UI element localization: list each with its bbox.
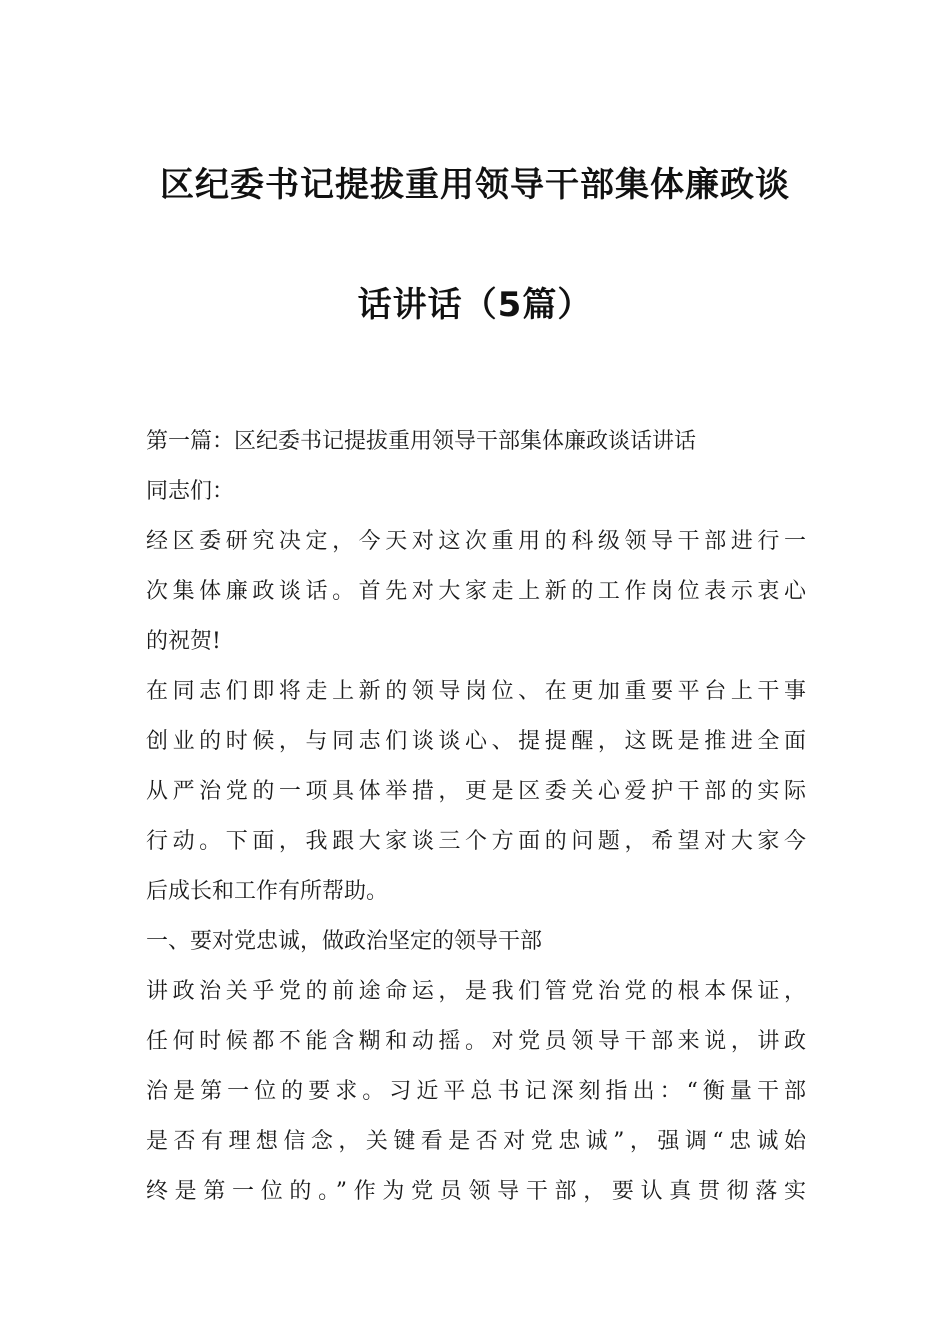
section-heading: 第一篇：区纪委书记提拔重用领导干部集体廉政谈话讲话: [146, 429, 697, 454]
subheading-1: 一、要对党忠诚，做政治坚定的领导干部: [146, 929, 543, 954]
paragraph-line: 行动。下面，我跟大家谈三个方面的问题，希望对大家今: [146, 829, 806, 854]
salutation: 同志们：: [146, 479, 235, 504]
paragraph-line: 的祝贺!: [146, 629, 221, 654]
paragraph-line: 次集体廉政谈话。首先对大家走上新的工作岗位表示衷心: [146, 579, 806, 604]
paragraph-line: 经区委研究决定，今天对这次重用的科级领导干部进行一: [146, 529, 806, 554]
document-body: [146, 417, 806, 1217]
paragraph-line: 创业的时候，与同志们谈谈心、提提醒，这既是推进全面: [146, 729, 806, 754]
paragraph-line: 任何时候都不能含糊和动摇。对党员领导干部来说，讲政: [146, 1029, 806, 1054]
paragraph-line: 终是第一位的。”作为党员领导干部，要认真贯彻落实: [146, 1179, 806, 1204]
paragraph-line: 在同志们即将走上新的领导岗位、在更加重要平台上干事: [146, 679, 806, 704]
document-title-line-1: 区纪委书记提拔重用领导干部集体廉政谈: [160, 165, 790, 205]
paragraph-line: 后成长和工作有所帮助。: [146, 879, 389, 904]
paragraph-line: 是否有理想信念，关键看是否对党忠诚”，强调“忠诚始: [146, 1129, 806, 1154]
paragraph-1: [146, 517, 806, 667]
paragraph-line: 从严治党的一项具体举措，更是区委关心爱护干部的实际: [146, 779, 806, 804]
paragraph-line: 治是第一位的要求。习近平总书记深刻指出：“衡量干部: [146, 1079, 806, 1104]
paragraph-line: 讲政治关乎党的前途命运，是我们管党治党的根本保证，: [146, 979, 806, 1004]
paragraph-2: [146, 667, 806, 917]
paragraph-3: [146, 967, 806, 1217]
document-title-line-2: 话讲话（5篇）: [357, 285, 593, 325]
